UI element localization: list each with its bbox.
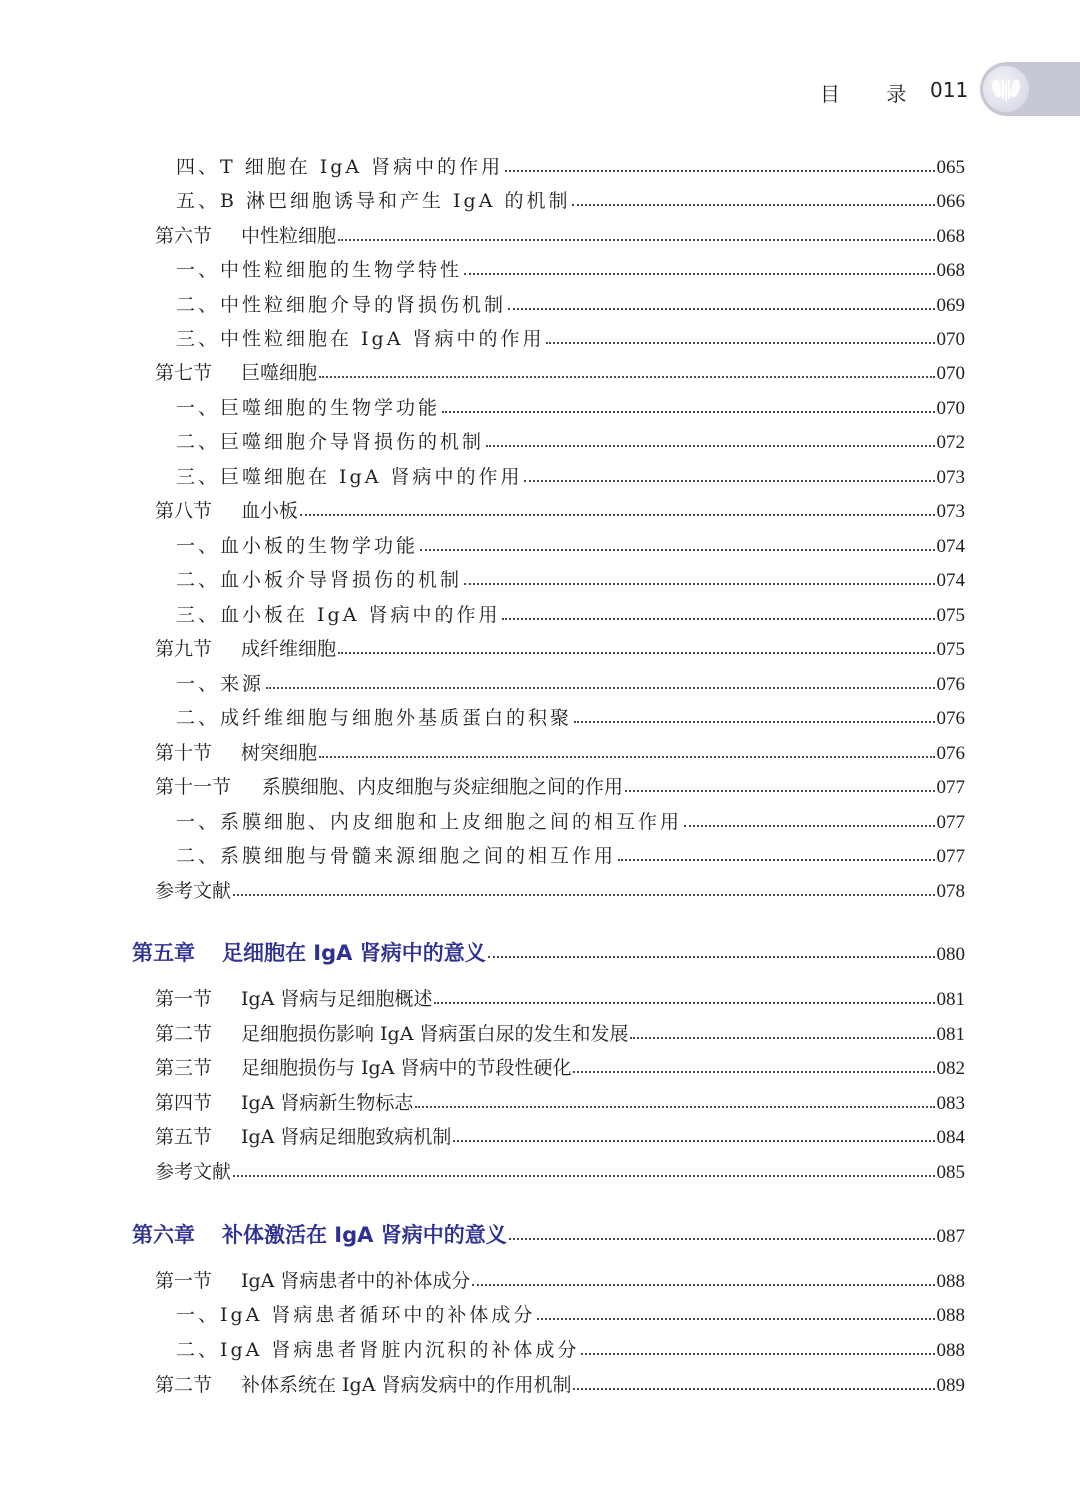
dot-leader <box>625 790 934 792</box>
toc-entry-title: IgA 肾病足细胞致病机制 <box>241 1126 452 1148</box>
toc-entry-title: 成纤维细胞 <box>241 638 337 660</box>
toc-entry-label <box>155 1266 470 1296</box>
toc-page-number: 076 <box>936 708 965 729</box>
toc-entry-title: 树突细胞 <box>241 742 318 764</box>
toc-subsection-entry[interactable] <box>176 290 965 320</box>
toc-section-entry[interactable] <box>155 984 965 1014</box>
toc-section-entry[interactable] <box>155 772 965 802</box>
toc-page-number: 088 <box>936 1340 965 1361</box>
toc-page-number: 089 <box>936 1375 965 1396</box>
toc-section-entry[interactable] <box>155 738 965 768</box>
toc-entry-label <box>176 152 503 182</box>
dot-leader <box>572 204 934 206</box>
dot-leader <box>233 1175 934 1177</box>
dot-leader <box>442 411 934 413</box>
toc-entry-number: 第十节 <box>155 742 213 764</box>
toc-page-number: 075 <box>936 639 965 660</box>
header-title: 目 录 <box>820 82 927 106</box>
toc-entry-label <box>155 1053 571 1083</box>
toc-entry-label <box>155 738 317 768</box>
toc-entry-label <box>176 393 440 423</box>
toc-entry-title: 二、成纤维细胞与细胞外基质蛋白的积聚 <box>176 707 573 729</box>
toc-entry-label <box>176 703 572 733</box>
toc-subsection-entry[interactable] <box>176 427 965 457</box>
toc-entry-label <box>155 496 298 526</box>
toc-subsection-entry[interactable] <box>176 531 965 561</box>
toc-subsection-entry[interactable] <box>176 255 965 285</box>
toc-entry-number: 第五节 <box>155 1126 213 1148</box>
toc-entry-number: 第十一节 <box>155 776 232 798</box>
toc-entry-label <box>176 841 616 871</box>
dot-leader <box>618 859 934 861</box>
toc-entry-label <box>155 634 336 664</box>
toc-page-number: 073 <box>936 467 965 488</box>
toc-entry-number: 第六章 <box>132 1223 195 1247</box>
toc-entry-title: 一、来源 <box>176 673 265 695</box>
toc-subsection-entry[interactable] <box>176 807 965 837</box>
toc-section-entry[interactable] <box>155 358 965 388</box>
toc-entry-label <box>155 1088 413 1118</box>
toc-section-entry[interactable] <box>155 221 965 251</box>
toc-page-number: 068 <box>936 226 965 247</box>
toc-subsection-entry[interactable] <box>176 669 965 699</box>
dot-leader <box>453 1140 934 1142</box>
toc-section-entry[interactable] <box>155 876 965 906</box>
toc-entry-title: 一、巨噬细胞的生物学功能 <box>176 397 441 419</box>
toc-page-number: 085 <box>936 1162 965 1183</box>
toc-entry-title: 五、B 淋巴细胞诱导和产生 IgA 的机制 <box>176 190 571 212</box>
toc-chapter-entry[interactable] <box>132 938 965 968</box>
toc-entry-label <box>155 1019 628 1049</box>
toc-section-entry[interactable] <box>155 1266 965 1296</box>
dot-leader <box>537 1318 934 1320</box>
toc-entry-title: 补体系统在 IgA 肾病发病中的作用机制 <box>241 1374 572 1396</box>
toc-page-number: 082 <box>936 1058 965 1079</box>
toc-page-number: 080 <box>936 944 965 965</box>
toc-page-number: 081 <box>936 1024 965 1045</box>
toc-entry-title: 系膜细胞、内皮细胞与炎症细胞之间的作用 <box>262 776 624 798</box>
dot-leader <box>630 1037 934 1039</box>
toc-entry-label <box>176 807 682 837</box>
toc-entry-title: 参考文献 <box>155 1161 232 1183</box>
toc-entry-title: 足细胞损伤与 IgA 肾病中的节段性硬化 <box>241 1057 572 1079</box>
dot-leader <box>233 894 934 896</box>
toc-entry-number: 第三节 <box>155 1057 213 1079</box>
toc-entry-title: 三、巨噬细胞在 IgA 肾病中的作用 <box>176 466 523 488</box>
toc-page-number: 077 <box>936 846 965 867</box>
dot-leader <box>486 445 934 447</box>
toc-section-entry[interactable] <box>155 496 965 526</box>
dot-leader <box>434 1002 934 1004</box>
toc-entry-title: IgA 肾病新生物标志 <box>241 1092 414 1114</box>
toc-entry-number: 第一节 <box>155 988 213 1010</box>
dot-leader <box>338 239 934 241</box>
toc-entry-title: 三、中性粒细胞在 IgA 肾病中的作用 <box>176 328 545 350</box>
toc-page-number: 081 <box>936 989 965 1010</box>
toc-page-number: 065 <box>936 157 965 178</box>
toc-page-number: 077 <box>936 812 965 833</box>
toc-page-number: 070 <box>936 363 965 384</box>
toc-subsection-entry[interactable] <box>176 1300 965 1330</box>
toc-page-number: 088 <box>936 1271 965 1292</box>
toc-subsection-entry[interactable] <box>176 462 965 492</box>
toc-entry-title: 二、中性粒细胞介导的肾损伤机制 <box>176 294 507 316</box>
toc-entry-label <box>155 1157 231 1187</box>
dot-leader <box>338 652 934 654</box>
toc-entry-number: 第五章 <box>132 941 195 965</box>
toc-page-number: 075 <box>936 605 965 626</box>
toc-entry-number: 第九节 <box>155 638 213 660</box>
toc-subsection-entry[interactable] <box>176 565 965 595</box>
dot-leader <box>300 514 934 516</box>
toc-entry-label <box>176 565 462 595</box>
toc-subsection-entry[interactable] <box>176 393 965 423</box>
dot-leader <box>502 618 934 620</box>
toc-subsection-entry[interactable] <box>176 600 965 630</box>
toc-entry-title: 足细胞损伤影响 IgA 肾病蛋白尿的发生和发展 <box>241 1023 629 1045</box>
toc-section-entry[interactable] <box>155 634 965 664</box>
toc-entry-label <box>155 1370 571 1400</box>
dot-leader <box>524 480 934 482</box>
toc-page-number: 068 <box>936 260 965 281</box>
toc-entry-number: 第八节 <box>155 500 213 522</box>
dot-leader <box>266 687 934 689</box>
dot-leader <box>581 1353 934 1355</box>
toc-entry-number: 第四节 <box>155 1092 213 1114</box>
toc-entry-label <box>176 669 264 699</box>
toc-page-number: 072 <box>936 432 965 453</box>
toc-page-number: 077 <box>936 777 965 798</box>
toc-entry-label <box>176 1300 535 1330</box>
toc-entry-label <box>176 324 544 354</box>
toc-entry-number: 第二节 <box>155 1023 213 1045</box>
header-page-number: 011 <box>930 78 969 102</box>
page-header <box>0 0 1080 130</box>
dot-leader <box>472 1284 934 1286</box>
toc-page-number: 066 <box>936 191 965 212</box>
toc-page-number: 069 <box>936 295 965 316</box>
toc-entry-title: 足细胞在 IgA 肾病中的意义 <box>222 941 486 965</box>
toc-section-entry[interactable] <box>155 1370 965 1400</box>
dot-leader <box>420 549 934 551</box>
toc-page-number: 070 <box>936 329 965 350</box>
toc-section-entry[interactable] <box>155 1053 965 1083</box>
toc-entry-title: 二、IgA 肾病患者肾脏内沉积的补体成分 <box>176 1339 580 1361</box>
toc-entry-title: 一、血小板的生物学功能 <box>176 535 419 557</box>
toc-entry-title: 一、IgA 肾病患者循环中的补体成分 <box>176 1304 536 1326</box>
dot-leader <box>509 1238 935 1240</box>
toc-entry-number: 第六节 <box>155 225 213 247</box>
toc-entry-label <box>155 876 231 906</box>
dot-leader <box>464 583 934 585</box>
toc-section-entry[interactable] <box>155 1157 965 1187</box>
dot-leader <box>573 1071 934 1073</box>
toc-page-number: 083 <box>936 1093 965 1114</box>
dot-leader <box>573 1388 934 1390</box>
toc-entry-label <box>155 984 432 1014</box>
dot-leader <box>684 825 934 827</box>
toc-entry-title: 四、T 细胞在 IgA 肾病中的作用 <box>176 156 504 178</box>
toc-chapter-entry[interactable] <box>132 1220 965 1250</box>
toc-subsection-entry[interactable] <box>176 152 965 182</box>
dot-leader <box>319 376 934 378</box>
toc-entry-label <box>176 531 418 561</box>
dot-leader <box>415 1106 934 1108</box>
toc-page-number: 070 <box>936 398 965 419</box>
toc-entry-number: 第二节 <box>155 1374 213 1396</box>
toc-entry-title: 一、中性粒细胞的生物学特性 <box>176 259 463 281</box>
toc-page-number: 076 <box>936 674 965 695</box>
toc-entry-title: 补体激活在 IgA 肾病中的意义 <box>222 1223 507 1247</box>
toc-entry-label <box>132 938 486 968</box>
toc-subsection-entry[interactable] <box>176 1335 965 1365</box>
toc-page-number: 084 <box>936 1127 965 1148</box>
dot-leader <box>319 756 934 758</box>
toc-page-number: 074 <box>936 570 965 591</box>
toc-subsection-entry[interactable] <box>176 841 965 871</box>
toc-entry-label <box>155 221 336 251</box>
toc-entry-label <box>155 1122 451 1152</box>
toc-entry-title: 一、系膜细胞、内皮细胞和上皮细胞之间的相互作用 <box>176 811 683 833</box>
toc-entry-title: 中性粒细胞 <box>241 225 337 247</box>
toc-entry-number: 第一节 <box>155 1270 213 1292</box>
toc-entry-label <box>176 1335 579 1365</box>
toc-entry-label <box>155 358 317 388</box>
dot-leader <box>574 721 934 723</box>
dot-leader <box>505 170 934 172</box>
dot-leader <box>546 342 934 344</box>
toc-entry-label <box>176 427 484 457</box>
toc-entry-label <box>176 290 506 320</box>
toc-page-number: 076 <box>936 743 965 764</box>
toc-page-number: 087 <box>936 1226 965 1247</box>
toc-page-number: 088 <box>936 1305 965 1326</box>
toc-subsection-entry[interactable] <box>176 324 965 354</box>
toc-subsection-entry[interactable] <box>176 186 965 216</box>
toc-entry-title: 二、巨噬细胞介导肾损伤的机制 <box>176 431 485 453</box>
toc-entry-title: 二、系膜细胞与骨髓来源细胞之间的相互作用 <box>176 845 617 867</box>
toc-entry-title: IgA 肾病患者中的补体成分 <box>241 1270 471 1292</box>
toc-entry-number: 第七节 <box>155 362 213 384</box>
toc-page-number: 074 <box>936 536 965 557</box>
dot-leader <box>488 956 935 958</box>
toc-entry-label <box>176 462 522 492</box>
toc-entry-label <box>176 186 570 216</box>
toc-entry-title: 参考文献 <box>155 880 232 902</box>
toc-subsection-entry[interactable] <box>176 703 965 733</box>
toc-section-entry[interactable] <box>155 1019 965 1049</box>
dot-leader <box>464 273 934 275</box>
toc-section-entry[interactable] <box>155 1088 965 1118</box>
toc-entry-label <box>132 1220 507 1250</box>
toc-page-number: 073 <box>936 501 965 522</box>
toc-entry-title: 血小板 <box>241 500 299 522</box>
dot-leader <box>508 308 934 310</box>
toc-entry-title: 三、血小板在 IgA 肾病中的作用 <box>176 604 501 626</box>
toc-entry-label <box>155 772 623 802</box>
toc-section-entry[interactable] <box>155 1122 965 1152</box>
toc-entry-title: IgA 肾病与足细胞概述 <box>241 988 433 1010</box>
kidney-logo-icon <box>983 66 1029 112</box>
toc-page-number: 078 <box>936 881 965 902</box>
toc-entry-title: 二、血小板介导肾损伤的机制 <box>176 569 463 591</box>
toc-entry-title: 巨噬细胞 <box>241 362 318 384</box>
toc-entry-label <box>176 255 462 285</box>
toc-entry-label <box>176 600 500 630</box>
